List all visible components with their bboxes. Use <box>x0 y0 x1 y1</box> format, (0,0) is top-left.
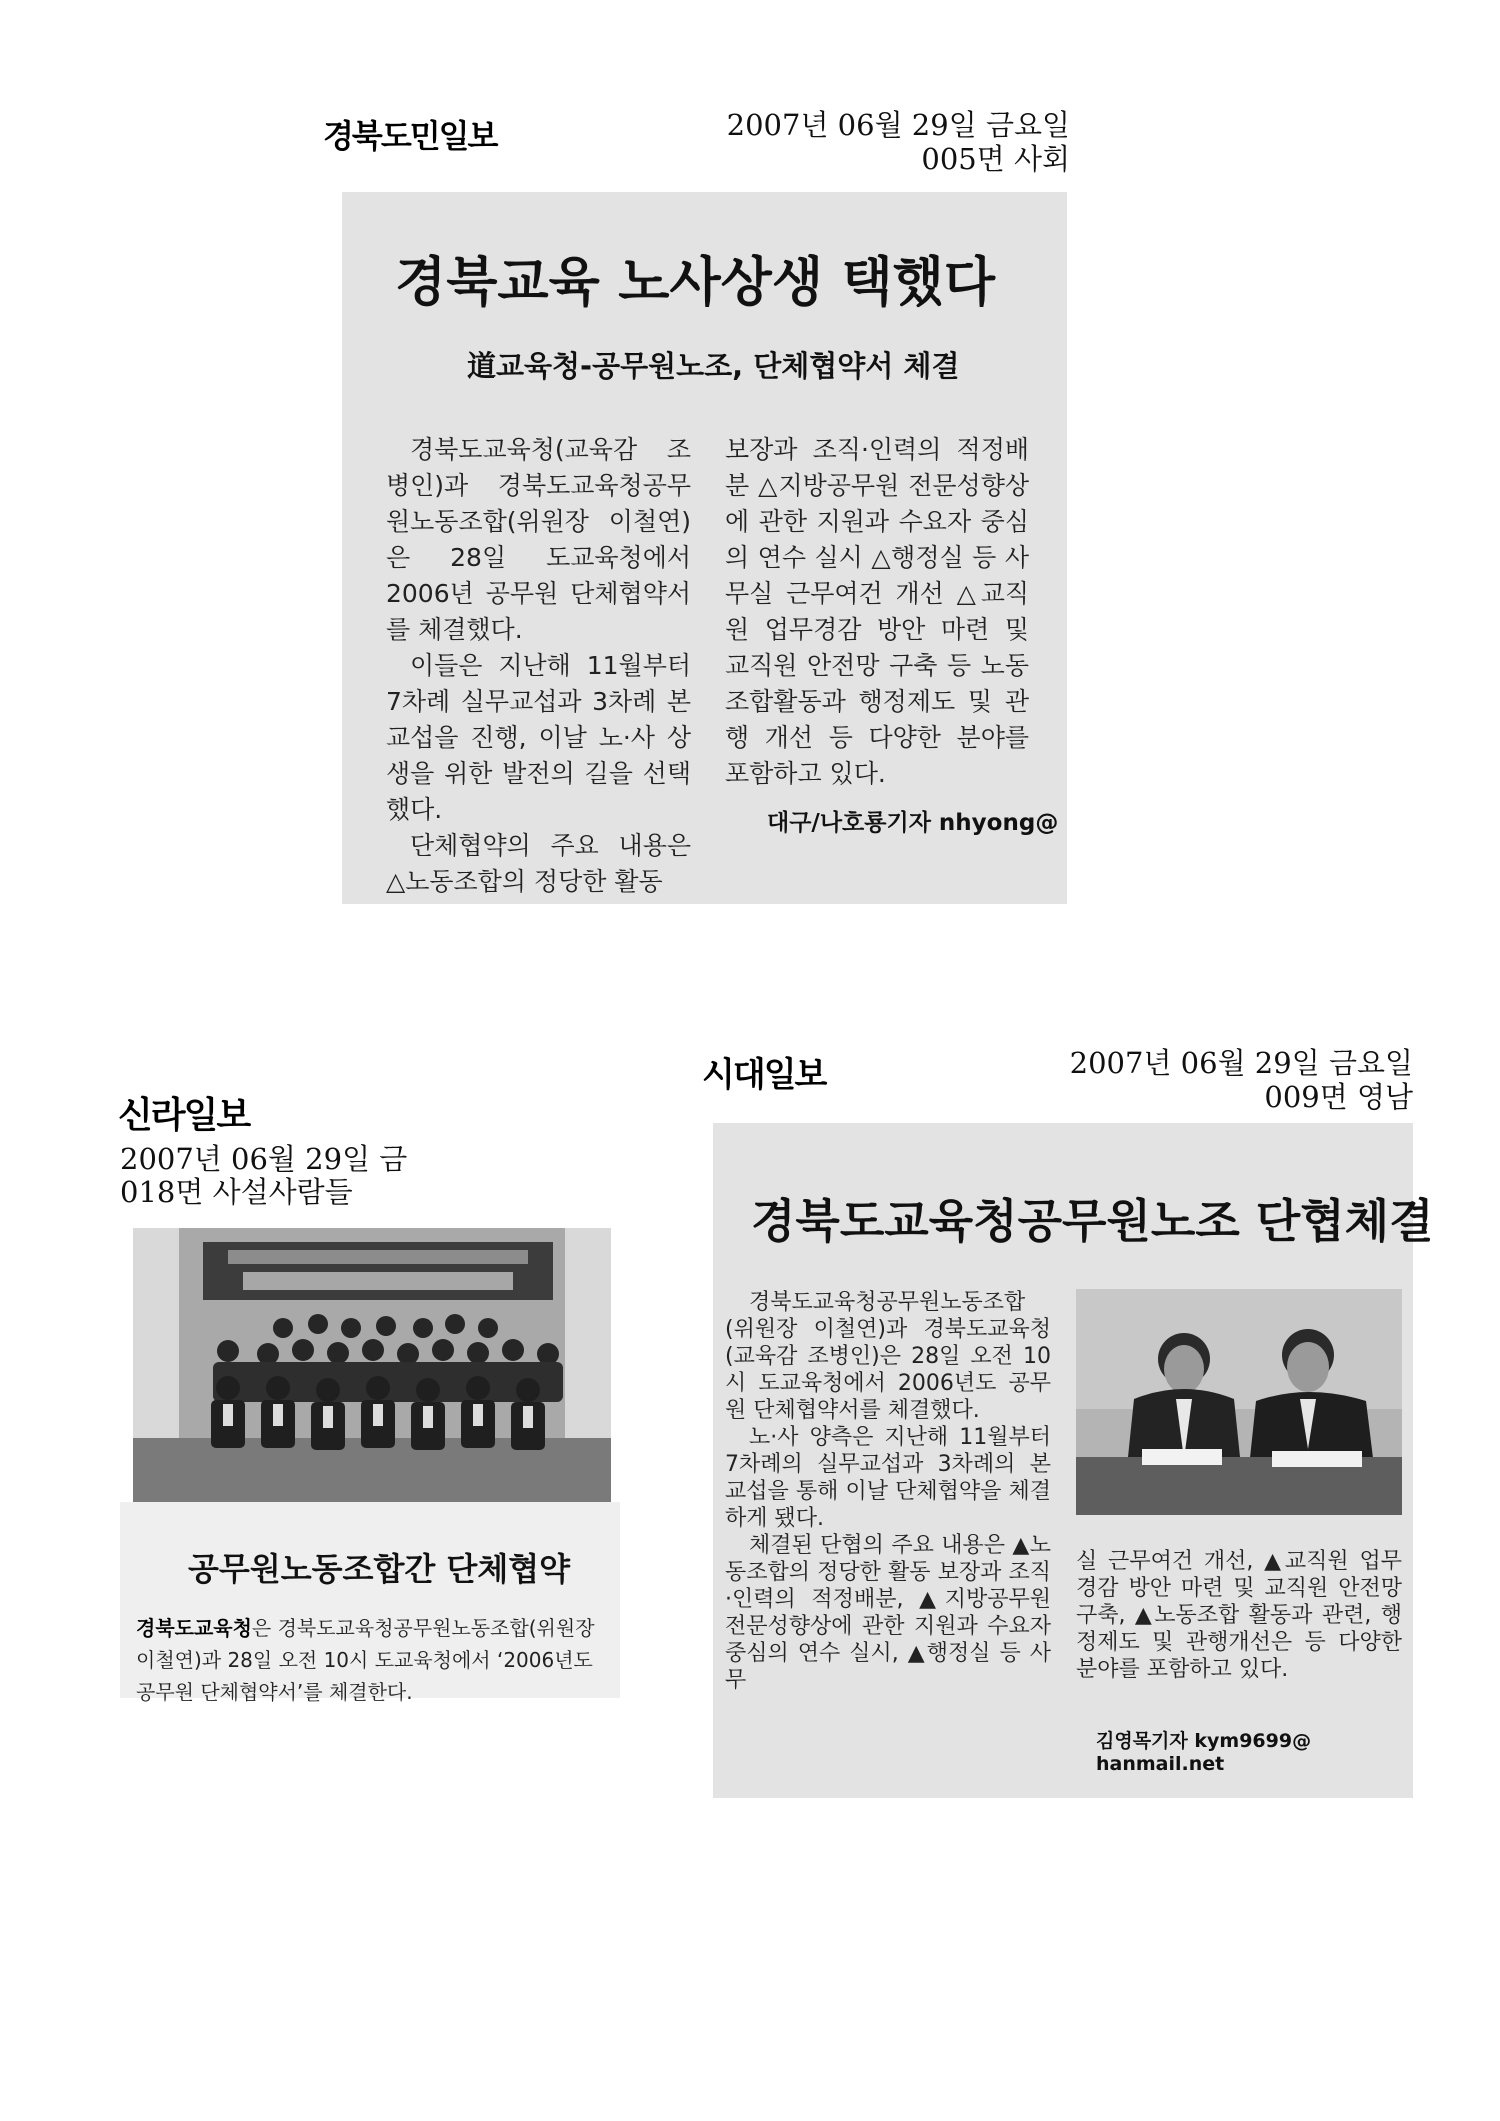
article3-col1-para-2: 노·사 양측은 지난해 11월부터 7차례의 실무교섭과 3차례의 본 교섭을 통해 이날 단체협약을 체결하게 됐다. <box>725 1425 1051 1531</box>
signing-photo-image <box>1076 1289 1402 1515</box>
dateline-article1 <box>640 108 1070 176</box>
article2-date: 2007년 06월 29일 금 <box>120 1142 408 1176</box>
article1-headline: 경북교육 노사상생 택했다 <box>395 252 996 313</box>
article3-col2-text: 실 근무여건 개선, ▲교직원 업무경감 방안 마련 및 교직원 안전망 구축, ▲노동조합 활동과 관련, 행정제도 및 관행개선은 등 다양한 분야를 포함하고 있다. <box>1076 1549 1402 1682</box>
article1-byline: 대구/나호룡기자 nhyong@ <box>767 810 1059 836</box>
article1-date: 2007년 06월 29일 금요일 <box>726 108 1070 142</box>
signing-photo <box>1076 1289 1402 1515</box>
group-photo <box>133 1228 611 1502</box>
article2-page: 018면 사설사람들 <box>120 1175 353 1209</box>
masthead-sidae: 시대일보 <box>702 1055 826 1095</box>
article1-column-2 <box>725 432 1029 792</box>
article1-col1-para-3: 단체협약의 주요 내용은 △노동조합의 정당한 활동 <box>386 831 691 896</box>
masthead-gyeongbuk-domin: 경북도민일보 <box>323 117 497 155</box>
article3-page: 009면 영남 <box>1264 1080 1413 1114</box>
article1-col1-para-2: 이들은 지난해 11월부터 7차례 실무교섭과 3차례 본교섭을 진행, 이날 노·사 상생을 위한 발전의 길을 선택했다. <box>386 651 691 824</box>
article3-box <box>713 1123 1434 1798</box>
article1-subhead: 道교육청-공무원노조, 단체협약서 체결 <box>467 349 960 383</box>
group-photo-image <box>133 1228 611 1502</box>
dateline-article2 <box>120 1143 407 1209</box>
dateline-article3 <box>978 1046 1413 1114</box>
article2-body-lead: 경북도교육청 <box>136 1616 252 1640</box>
masthead-silla: 신라일보 <box>118 1095 250 1136</box>
article2-body <box>136 1612 614 1708</box>
article2-caption: 공무원노동조합간 단체협약 <box>188 1550 571 1588</box>
article3-headline: 경북도교육청공무원노조 단협체결 <box>751 1194 1434 1248</box>
article1-page: 005면 사회 <box>921 142 1070 176</box>
article1-col2-text: 보장과 조직·인력의 적정배분 △지방공무원 전문성향상에 관한 지원과 수요자 중심의 연수 실시 △행정실 등 사무실 근무여건 개선 △교직원 업무경감 방안 마련 및 교직원 안전망 구축 등 노동조합활동과 행정제도 및 관행 개선 등 다양한 분야를 포함하고 있다. <box>725 435 1029 788</box>
article3-column-1 <box>725 1289 1051 1694</box>
article3-column-2 <box>1076 1548 1402 1683</box>
article1-box <box>342 192 1067 904</box>
article3-col1-para-1: 경북도교육청공무원노동조합(위원장 이철연)과 경북도교육청(교육감 조병인)은 28일 오전 10시 도교육청에서 2006년도 공무원 단체협약서를 체결했다. <box>725 1290 1051 1423</box>
article3-byline: 김영목기자 kym9699@ hanmail.net <box>1096 1730 1312 1775</box>
article2-body-text: 은 경북도교육청공무원노동조합(위원장 이철연)과 28일 오전 10시 도교육청에서 ‘2006년도 공무원 단체협약서’를 체결한다. <box>136 1616 595 1704</box>
article3-col1-para-3: 체결된 단협의 주요 내용은 ▲노동조합의 정당한 활동 보장과 조직·인력의 적정배분, ▲지방공무원 전문성향상에 관한 지원과 수요자 중심의 연수 실시, ▲행정실 등 사무 <box>725 1533 1051 1693</box>
article2-caption-area <box>120 1502 620 1704</box>
article1-col1-para-1: 경북도교육청(교육감 조병인)과 경북도교육청공무원노동조합(위원장 이철연)은 28일 도교육청에서 2006년 공무원 단체협약서를 체결했다. <box>386 435 691 644</box>
article1-column-1 <box>386 432 691 900</box>
article3-date: 2007년 06월 29일 금요일 <box>1069 1046 1413 1080</box>
